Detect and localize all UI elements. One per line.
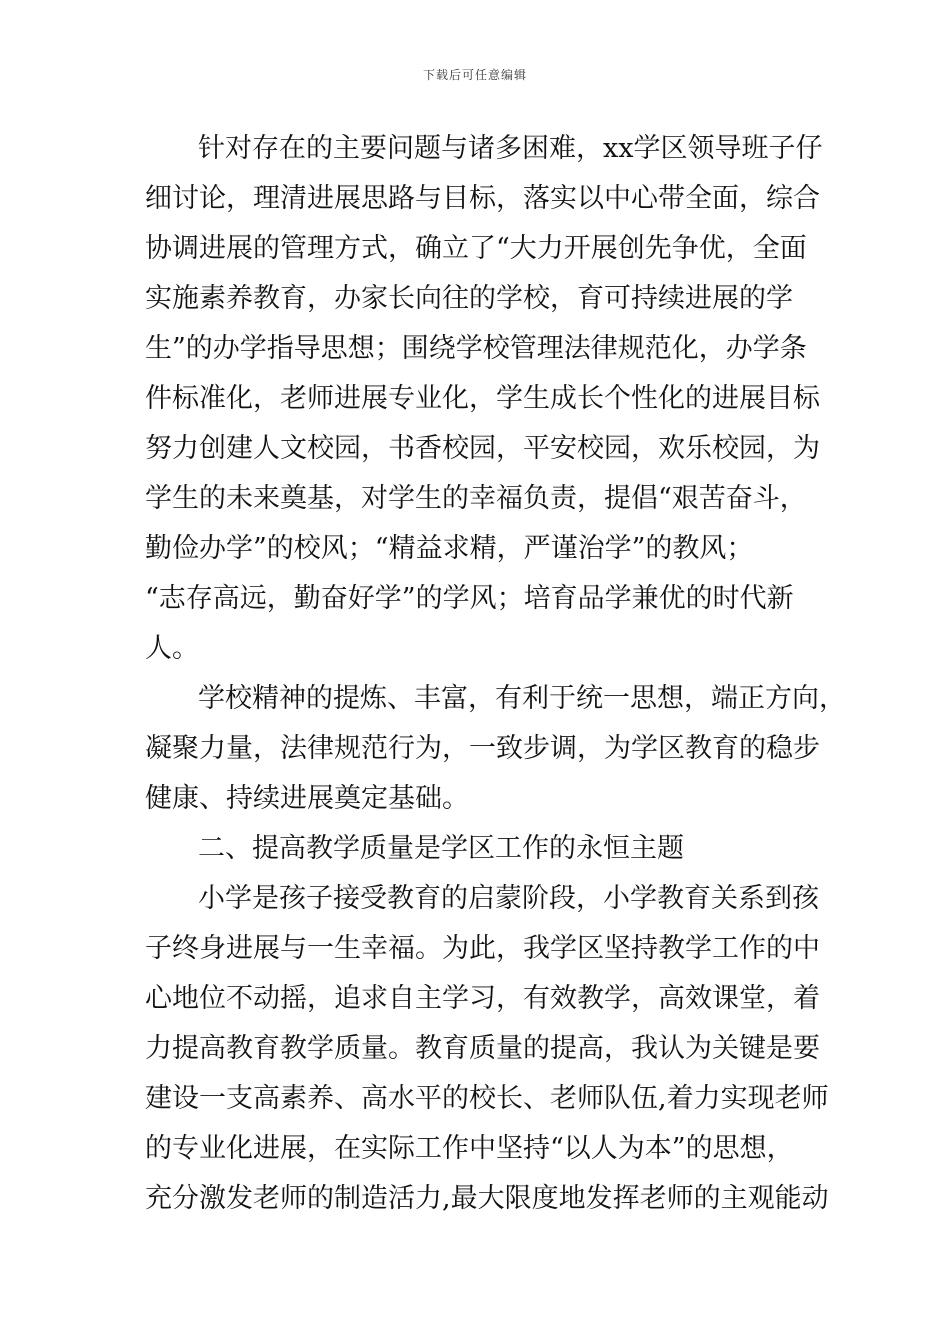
text-line: 力提高教育教学质量。教育质量的提高，我认为关键是要 xyxy=(145,1033,820,1064)
text-line: 建设一支高素养、高水平的校长、老师队伍,着力实现老师 xyxy=(145,1083,829,1114)
page-header: 下载后可任意编辑 xyxy=(422,68,527,82)
text-line: 勤俭办学”的校风；“精益求精，严谨治学”的教风； xyxy=(145,533,754,564)
section-heading: 二、提高教学质量是学区工作的永恒主题 xyxy=(198,833,684,864)
text-line: 学生的未来奠基，对学生的幸福负责，提倡“艰苦奋斗， xyxy=(145,483,807,514)
text-line: 小学是孩子接受教育的启蒙阶段，小学教育关系到孩 xyxy=(198,883,819,914)
text-line: 心地位不动摇，追求自主学习，有效教学，高效课堂，着 xyxy=(145,983,820,1014)
text-line: 学校精神的提炼、丰富，有利于统一思想，端正方向， xyxy=(198,683,846,714)
text-line: 细讨论，理清进展思路与目标，落实以中心带全面，综合 xyxy=(145,183,820,214)
text-line: “志存高远，勤奋好学”的学风；培育品学兼优的时代新 xyxy=(145,583,794,614)
text-line: 协调进展的管理方式，确立了“大力开展创先争优，全面 xyxy=(145,233,807,264)
text-line: 的专业化进展，在实际工作中坚持“以人为本”的思想， xyxy=(145,1133,794,1164)
text-line: 子终身进展与一生幸福。为此，我学区坚持教学工作的中 xyxy=(145,933,820,964)
text-line: 努力创建人文校园，书香校园，平安校园，欢乐校园，为 xyxy=(145,433,820,464)
text-line: 充分激发老师的制造活力,最大限度地发挥老师的主观能动 xyxy=(145,1183,829,1214)
text-line: 凝聚力量，法律规范行为，一致步调，为学区教育的稳步 xyxy=(145,733,820,764)
text-line: 人。 xyxy=(145,633,199,664)
text-line: 针对存在的主要问题与诸多困难，xx学区领导班子仔 xyxy=(198,133,823,164)
text-line: 件标准化，老师进展专业化，学生成长个性化的进展目标 xyxy=(145,383,820,414)
text-line: 实施素养教育，办家长向往的学校，育可持续进展的学 xyxy=(145,283,793,314)
text-line: 生”的办学指导思想；围绕学校管理法律规范化，办学条 xyxy=(145,333,807,364)
text-line: 健康、持续进展奠定基础。 xyxy=(145,783,469,814)
